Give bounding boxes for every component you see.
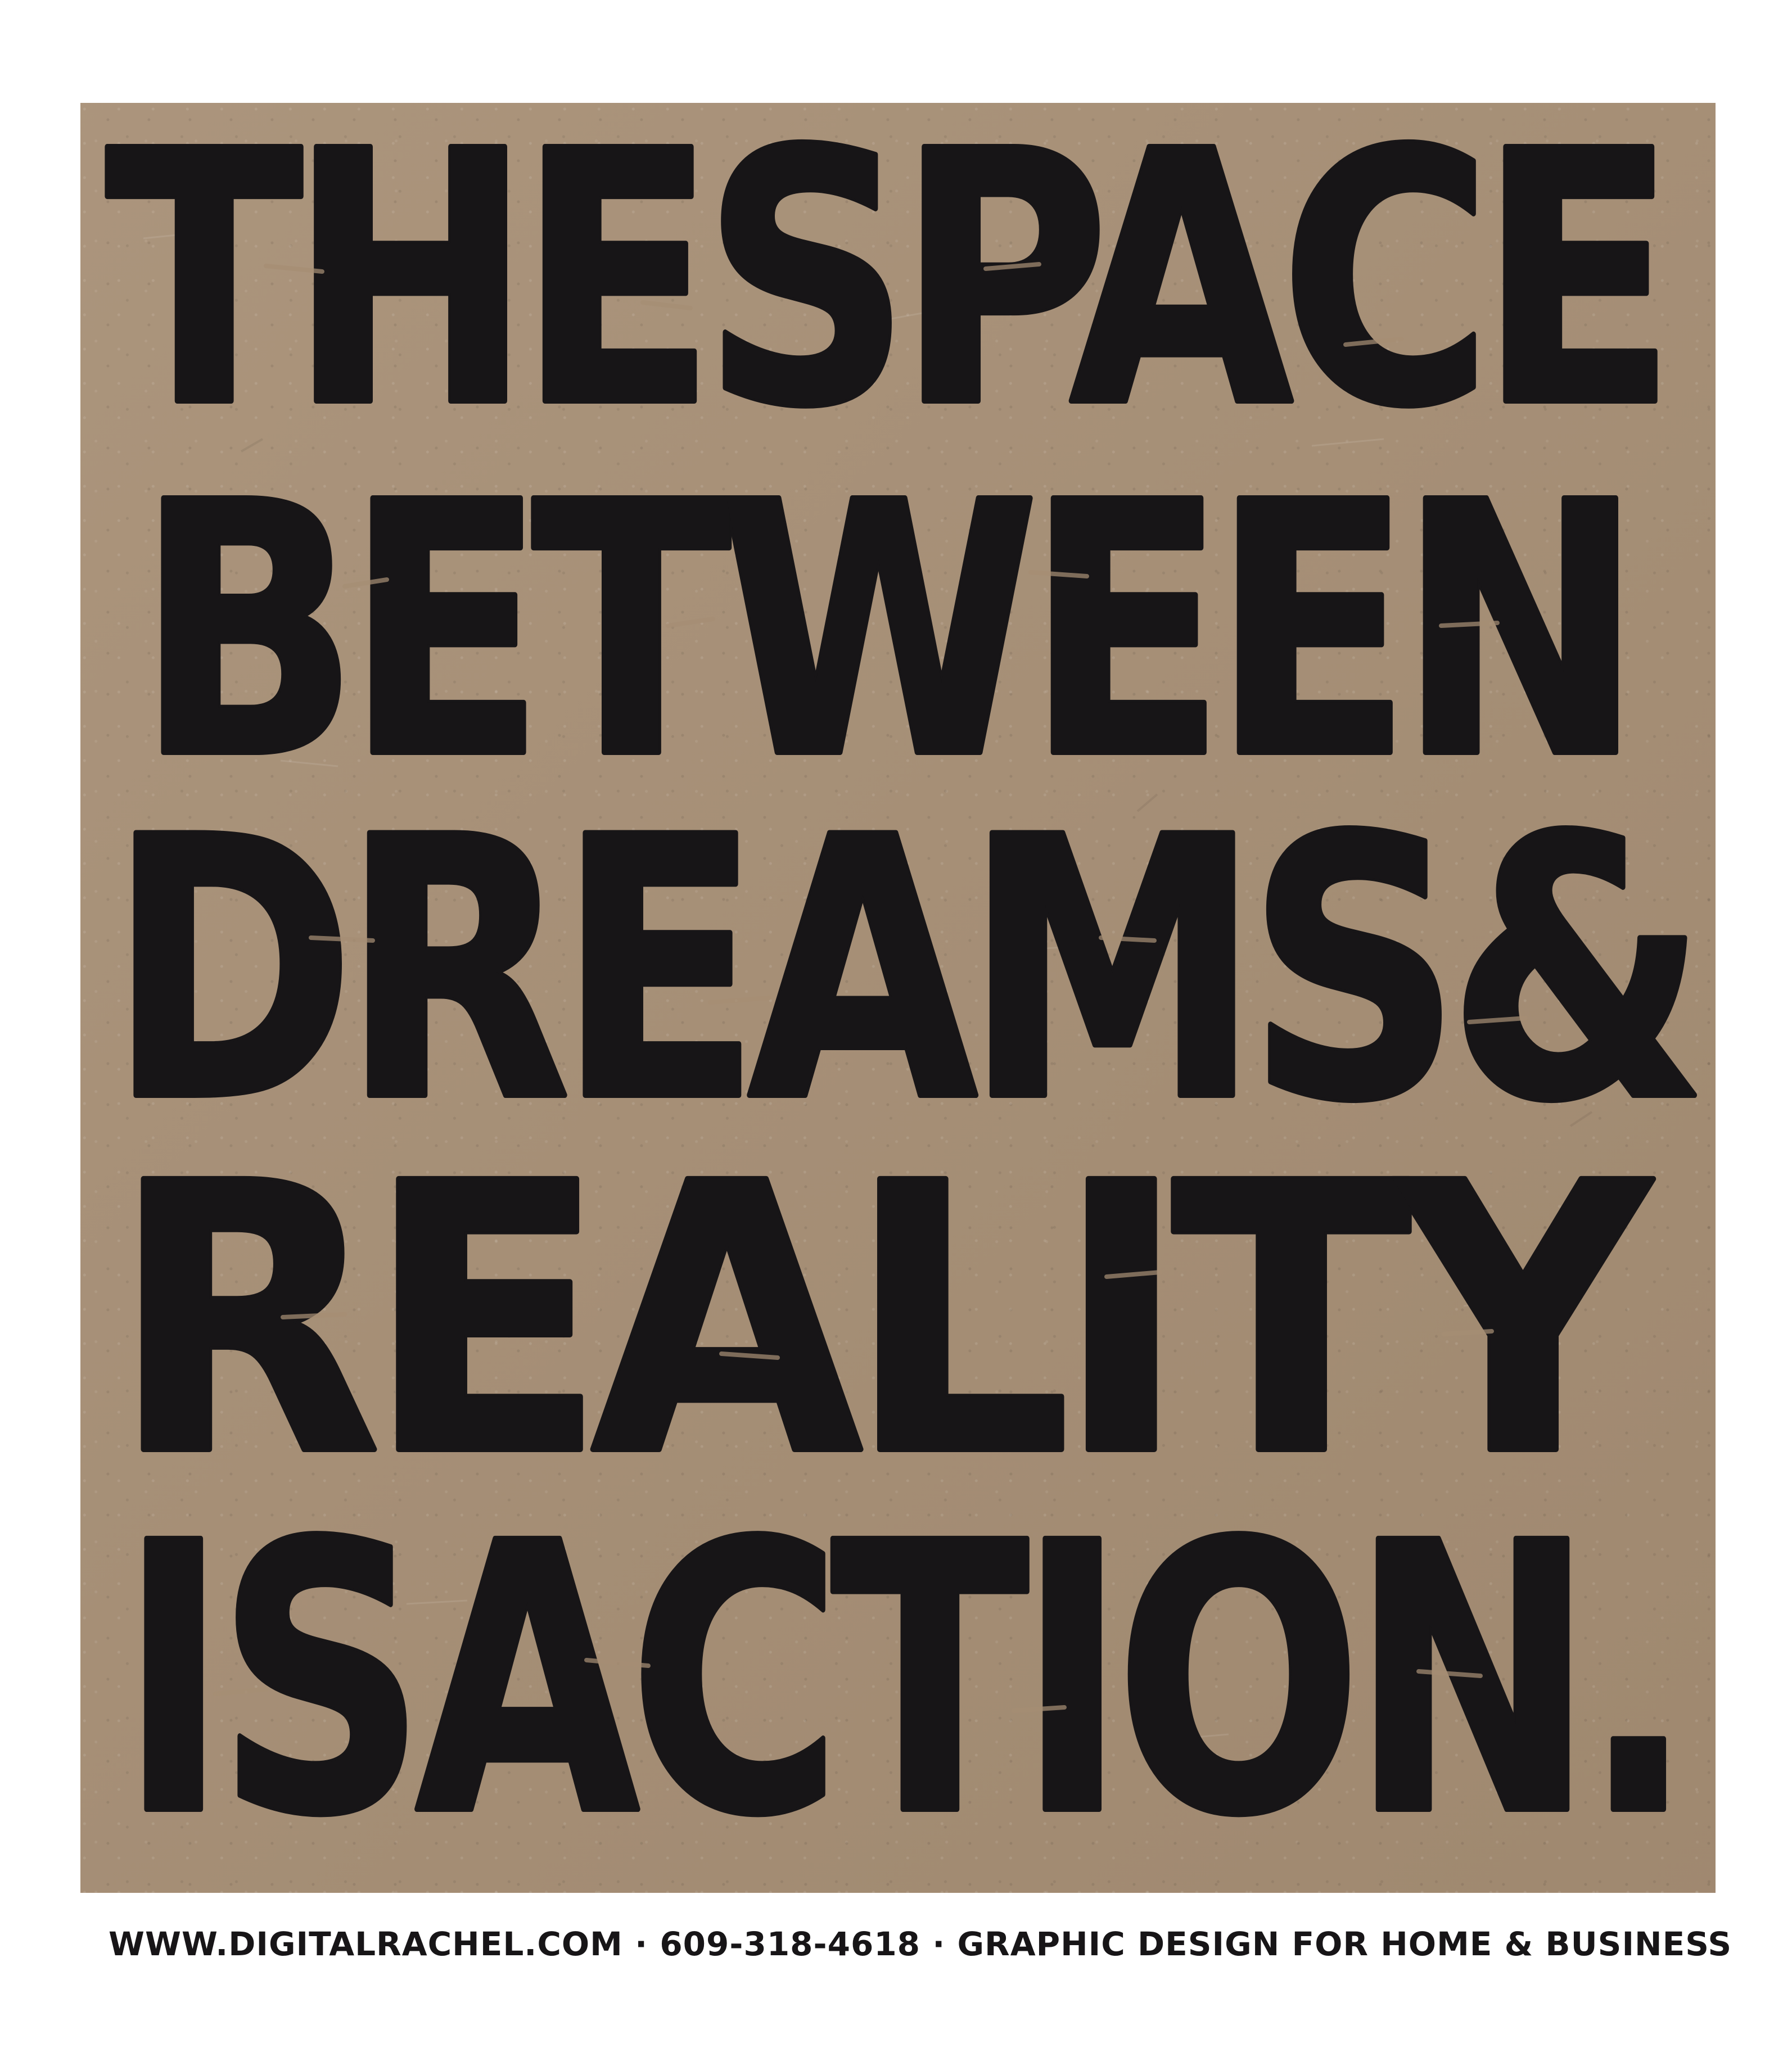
- kraft-paper-panel: [80, 78, 1716, 1897]
- quote-line-4: REALITY: [111, 1105, 1654, 1537]
- hand-lettered-quote: [80, 78, 1716, 1897]
- quote-line-2: BETWEEN: [137, 430, 1629, 835]
- quote-line-5: ISACTION.: [120, 1464, 1683, 1897]
- contact-footer: WWW.DIGITALRACHEL.COM · 609-318-4618 · GRAPHIC DESIGN FOR HOME & BUSINESS: [109, 1925, 1732, 1963]
- quote-line-1: THESPACE: [106, 78, 1663, 483]
- quote-line-3: DREAMS&: [109, 761, 1699, 1180]
